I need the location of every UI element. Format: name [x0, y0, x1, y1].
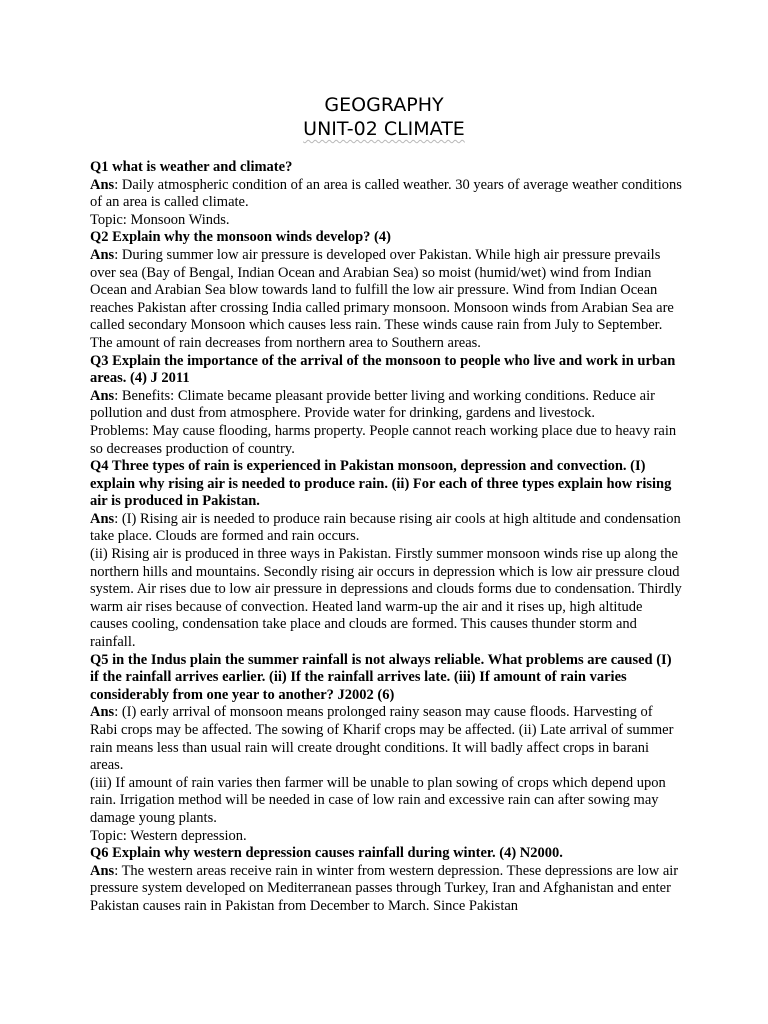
ans-label: Ans [90, 176, 115, 193]
question-1: Q1 what is weather and climate? [90, 159, 293, 175]
ans-label: Ans [90, 510, 115, 527]
answer-4 [90, 511, 682, 546]
answer-1 [90, 177, 682, 212]
document-subtitle [0, 117, 768, 141]
question-2: Q2 Explain why the monsoon winds develop? (4) [90, 229, 391, 246]
document-title [0, 93, 768, 117]
question-4: Q4 Three types of rain is experienced in Pakistan monsoon, depression and convection. (I) explain why rising air is needed to produce rain. (ii) For each of three types explain how rising air is produced in Pakistan. [90, 458, 672, 510]
answer-1-text: : Daily atmospheric condition of an area is called weather. 30 years of average weather conditions of an area is called climate. [90, 176, 682, 211]
answer-5 [90, 704, 682, 774]
answer-2-text: : During summer low air pressure is developed over Pakistan. While high air pressure prevails over sea (Bay of Bengal, Indian Ocean and Arabian Sea) so moist (humid/wet) wind from Indian Ocean and Arabian Sea blow towards land to fulfill the low air pressure. Wind from Indian Ocean reaches Pakistan after crossing India called primary monsoon. Monsoon winds from Arabian Sea are called secondary Monsoon which causes less rain. These winds cause rain from July to September. The amount of rain decreases from northern area to Southern areas. [90, 246, 674, 351]
answer-3-text: : Benefits: Climate became pleasant provide better living and working conditions. Reduce air pollution and dust from atmosphere. Provide water for drinking, gardens and livestock. [90, 387, 655, 422]
question-5: Q5 in the Indus plain the summer rainfall is not always reliable. What problems are caused (I) if the rainfall arrives earlier. (ii) If the rainfall arrives late. (iii) If amount of rain varies considerably from one year to another? J2002 (6) [90, 651, 672, 703]
title-line-unit: UNIT-02 CLIMATE [303, 118, 465, 140]
answer-6-text: : The western areas receive rain in winter from western depression. These depressions are low air pressure system developed on Mediterranean passes through Turkey, Iran and Afghanistan and enter Pakistan causes rain in Pakistan from December to March. Since Pakistan [90, 862, 679, 914]
answer-3-problems: Problems: May cause flooding, harms property. People cannot reach working place due to heavy rain so decreases production of country. [90, 422, 677, 457]
answer-4-text: : (I) Rising air is needed to produce rain because rising air cools at high altitude and condensation take place. Clouds are formed and rain occurs. [90, 510, 681, 545]
answer-4-part-2: (ii) Rising air is produced in three ways in Pakistan. Firstly summer monsoon winds rise up along the northern hills and mountains. Secondly rising air occurs in depression which is low air pressure cloud system. Air rises due to low air pressure in depressions and clouds forms due to condensation. Thirdly warm air rises because of convection. Heated land warm-up the air and it rises up, high altitude causes cooling, condensation take place and clouds are formed. This causes thunder storm and rainfall. [90, 546, 682, 651]
answer-6 [90, 863, 682, 916]
ans-label: Ans [90, 862, 115, 879]
question-3: Q3 Explain the importance of the arrival of the monsoon to people who live and work in urban areas. (4) J 2011 [90, 352, 676, 387]
question-6: Q6 Explain why western depression causes rainfall during winter. (4) N2000. [90, 845, 563, 862]
ans-label: Ans [90, 246, 115, 263]
topic-western-depression: Topic: Western depression. [90, 827, 247, 844]
answer-5-part-3: (iii) If amount of rain varies then farmer will be unable to plan sowing of crops which depend upon rain. Irrigation method will be needed in case of low rain and excessive rain can after sowing may damage young plants. [90, 774, 666, 826]
ans-label: Ans [90, 704, 115, 721]
answer-2 [90, 247, 682, 353]
topic-monsoon-winds: Topic: Monsoon Winds. [90, 211, 230, 228]
title-line-geography: GEOGRAPHY [324, 94, 444, 116]
answer-5-text: : (I) early arrival of monsoon means prolonged rainy season may cause floods. Harvesting of Rabi crops may be affected. The sowing of Kharif crops may be affected. (ii) Late arrival of summer rain means less than usual rain will create drought conditions. It will badly affect crops in barani areas. [90, 704, 674, 774]
document-body [90, 159, 682, 916]
answer-3 [90, 388, 682, 423]
ans-label: Ans [90, 387, 115, 404]
